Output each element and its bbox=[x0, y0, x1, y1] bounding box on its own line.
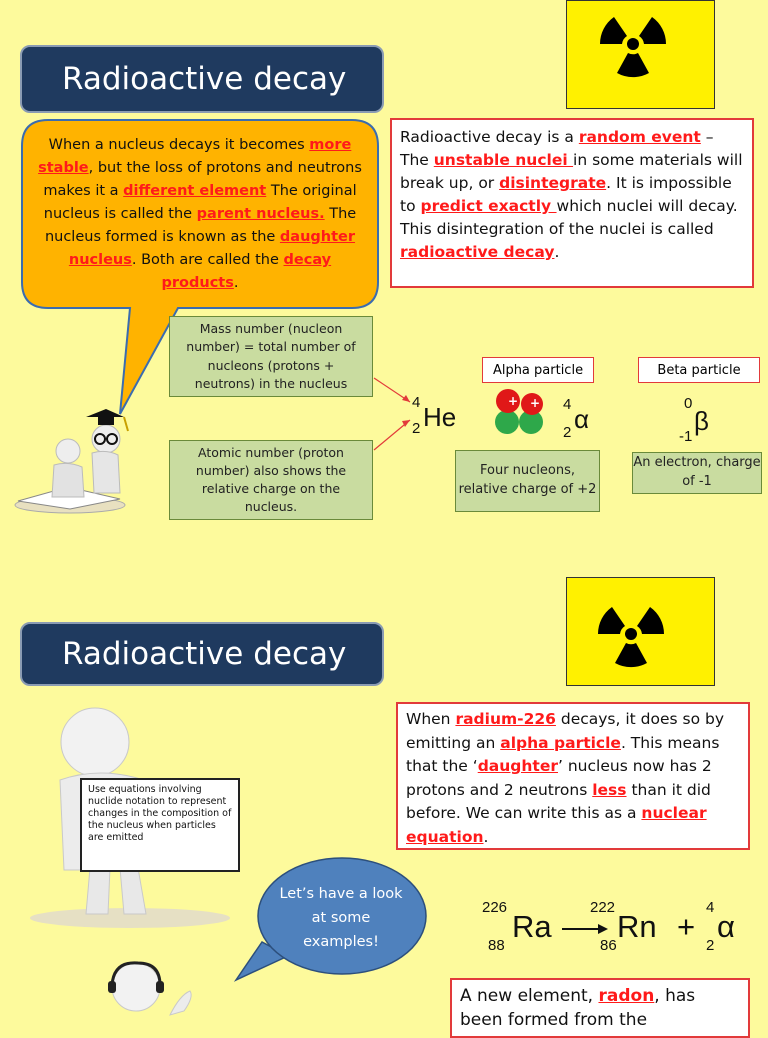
helium-atomic: 2 bbox=[412, 420, 421, 437]
title-text-1: Radioactive decay bbox=[62, 61, 347, 97]
beta-symbol: β bbox=[694, 406, 709, 436]
radiation-sign-1 bbox=[566, 0, 715, 109]
mass-number-box: Mass number (nucleon number) = total number of nucleons (protons + neutrons) in the nucleus bbox=[169, 316, 373, 397]
definition-box: Radioactive decay is a random event – The unstable nuclei in some materials will break up, or disintegrate. It is impossible to predict exactly which nuclei will decay. This disintegration of the nuclei is called radioactive decay. bbox=[390, 118, 754, 288]
alpha-label-box: Alpha particle bbox=[482, 357, 594, 383]
rn-atomic: 86 bbox=[600, 937, 617, 954]
page-title-2 bbox=[20, 622, 384, 686]
alpha-mass: 4 bbox=[563, 396, 572, 413]
ra-symbol: Ra bbox=[512, 909, 552, 944]
helium-symbol: He bbox=[423, 402, 457, 432]
radiation-hazard-icon bbox=[567, 578, 714, 685]
headset-figure bbox=[100, 955, 200, 1024]
rn-symbol: Rn bbox=[617, 909, 657, 944]
alpha-symbol: α bbox=[574, 404, 590, 434]
radiation-hazard-icon bbox=[567, 1, 714, 108]
atomic-number-box: Atomic number (proton number) also shows the relative charge on the nucleus. bbox=[169, 440, 373, 520]
pointer-arrows bbox=[370, 370, 430, 460]
alpha-eq-symbol: α bbox=[717, 909, 735, 944]
page-title-1 bbox=[20, 45, 384, 113]
helium-mass: 4 bbox=[412, 394, 421, 411]
title-text-2: Radioactive decay bbox=[62, 636, 347, 672]
alpha-eq-mass: 4 bbox=[706, 899, 715, 916]
beta-atomic: -1 bbox=[679, 428, 693, 445]
beta-description-box: An electron, charge of -1 bbox=[632, 452, 762, 494]
student-figure bbox=[8, 405, 148, 515]
radium-decay-box: When radium-226 decays, it does so by emitting an alpha particle. This means that the ‘daughter’ nucleus now has 2 protons and 2 neutrons less than it did before. We can write this as a nuclear equation. bbox=[396, 702, 750, 850]
radiation-sign-2 bbox=[566, 577, 715, 686]
beta-mass: 0 bbox=[684, 395, 693, 412]
proton-plus-2: + bbox=[530, 396, 541, 410]
nucleus-decay-text: When a nucleus decays it becomes more stable, but the loss of protons and neutrons makes it a different element The original nucleus is called the parent nucleus. The nucleus formed is known as the daughter nucleus. Both are called the decay products. bbox=[38, 137, 362, 291]
speech-text: Let’s have a look at some examples! bbox=[279, 886, 403, 950]
reaction-arrow-icon bbox=[562, 922, 608, 936]
plus-sign: + bbox=[677, 909, 696, 944]
alpha-description-box: Four nucleons, relative charge of +2 bbox=[455, 450, 600, 512]
beta-label-box: Beta particle bbox=[638, 357, 760, 383]
rn-mass: 222 bbox=[590, 899, 616, 916]
alpha-atomic: 2 bbox=[563, 424, 572, 441]
nuclear-equation bbox=[480, 895, 750, 965]
radon-box: A new element, radon, has been formed from the bbox=[450, 978, 750, 1038]
alpha-eq-atomic: 2 bbox=[706, 937, 715, 954]
learning-objective-sign: Use equations involving nuclide notation to represent changes in the composition of the nucleus when particles are emitted bbox=[80, 778, 240, 872]
proton-plus-1: + bbox=[508, 394, 519, 408]
ra-mass: 226 bbox=[482, 899, 508, 916]
ra-atomic: 88 bbox=[488, 937, 505, 954]
